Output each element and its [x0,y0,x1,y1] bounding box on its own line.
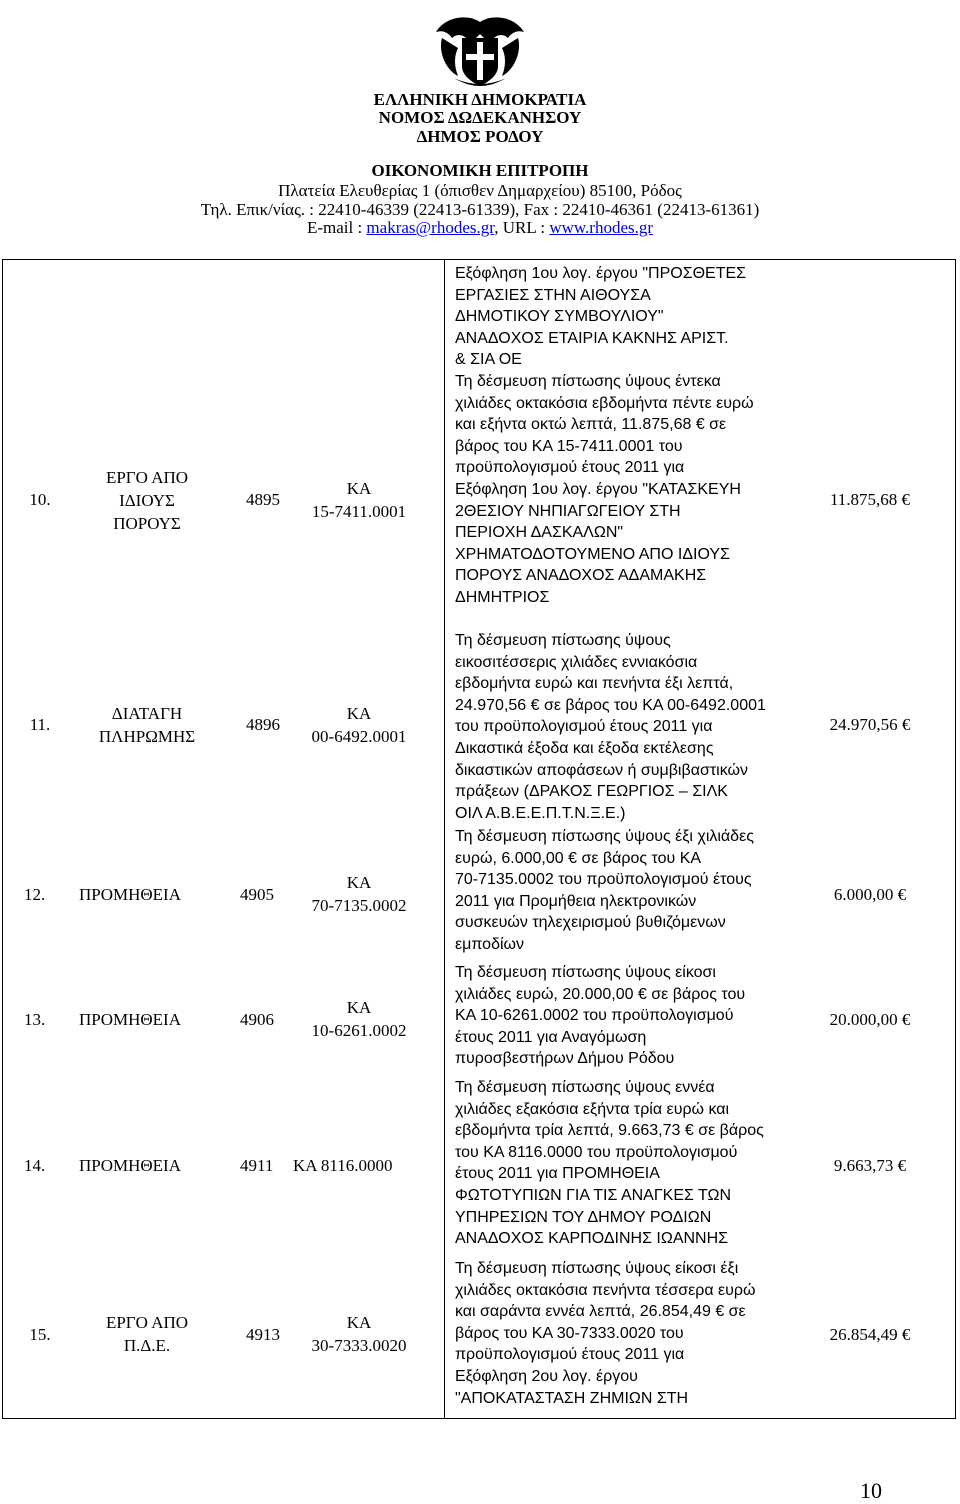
desc-line: ΦΩΤΟΤΥΠΙΩΝ ΓΙΑ ΤΙΣ ΑΝΑΓΚΕΣ ΤΩΝ [455,1186,732,1204]
row-description [455,630,825,824]
row-description [455,263,825,609]
desc-line: πράξεων (ΔΡΑΚΟΣ ΓΕΩΡΓΙΟΣ – ΣΙΛΚ [455,783,728,801]
row-amount: 11.875,68 € [829,490,911,509]
desc-line: Τη δέσμευση πίστωσης ύψους έντεκα [455,372,721,390]
desc-line: συσκευών τηλεχειρισμού βυθιζόμενων [455,914,726,932]
desc-line: Τη δέσμευση πίστωσης ύψους εννέα [455,1079,715,1096]
ka-line: 30-7333.0020 [311,1336,407,1355]
desc-line: Δικαστικά έξοδα και έξοδα εκτέλεσης [455,739,714,757]
row-title: ΠΡΟΜΗΘΕΙΑ [79,1156,181,1175]
row-title: ΠΡΟΜΗΘΕΙΑ [79,885,181,904]
title-line: ΔΙΑΤΑΓΗ [111,704,183,723]
desc-line: ΠΟΡΟΥΣ ΑΝΑΔΟΧΟΣ ΑΔΑΜΑΚΗΣ [455,567,707,585]
ka-line: ΚΑ [346,704,372,723]
desc-line: και εξήντα οκτώ λεπτά, 11.875,68 € σε [455,416,727,434]
desc-line: βάρος του ΚΑ 15-7411.0001 του [455,437,683,455]
desc-line: προϋπολογισμού έτους 2011 για [455,459,685,477]
desc-line: πυροσβεστήρων Δήμου Ρόδου [455,1050,675,1068]
row-number: 11. [29,715,51,734]
desc-line: εβδομήντα τρία λεπτά, 9.663,73 € σε βάρος [455,1122,764,1140]
desc-line: Τη δέσμευση πίστωσης ύψους είκοσι [455,964,716,981]
desc-line: ΔΗΜΗΤΡΙΟΣ [455,588,550,606]
header-prefecture: ΝΟΜΟΣ ΔΩΔΕΚΑΝΗΣΟΥ [378,108,582,127]
row-number: 10. [29,490,51,509]
desc-line: 2011 για Προμήθεια ηλεκτρονικών [455,892,697,910]
row-amount: 6.000,00 € [833,885,907,904]
row-budget-code [296,1311,422,1357]
title-line: ΠΛΗΡΩΜΗΣ [98,727,196,746]
row-code: 4906 [240,1010,274,1029]
desc-line: εβδομήντα ευρώ και πενήντα έξι λεπτά, [455,675,734,693]
ka-line: 70-7135.0002 [311,896,407,915]
row-budget-code [296,702,422,748]
desc-line: Εξόφληση 2ου λογ. έργου [455,1367,638,1385]
header-contact [0,218,960,237]
row-description [455,962,825,1070]
header-address: Πλατεία Ελευθερίας 1 (όπισθεν Δημαρχείου) 85100, Ρόδος [278,181,682,200]
ka-line: ΚΑ [346,998,372,1017]
desc-line: χιλιάδες οκτακόσια πενήντα τέσσερα ευρώ [455,1281,756,1299]
title-line: ΠΟΡΟΥΣ [113,514,181,533]
title-line: ΙΔΙΟΥΣ [119,491,175,510]
desc-line: και σαράντα εννέα λεπτά, 26.854,49 € σε [455,1303,746,1321]
desc-line: έτους 2011 για ΠΡΟΜΗΘΕΙΑ [455,1165,660,1183]
row-budget-code: ΚΑ 8116.0000 [293,1156,393,1175]
desc-line: Εξόφληση 1ου λογ. έργου "ΚΑΤΑΣΚΕΥΗ [455,480,741,498]
desc-line: του ΚΑ 8116.0000 του προϋπολογισμού [455,1143,738,1161]
row-description [455,1258,825,1409]
desc-line: εμποδίων [455,935,525,953]
desc-line: ΕΡΓΑΣΙΕΣ ΣΤΗΝ ΑΙΘΟΥΣΑ [455,286,651,304]
row-budget-code [296,871,422,917]
row-budget-code [296,996,422,1042]
row-description [455,826,825,956]
desc-line: ΑΝΑΔΟΧΟΣ ΕΤΑΙΡΙΑ ΚΑΚΝΗΣ ΑΡΙΣΤ. [455,329,729,347]
title-line: Π.Δ.Ε. [123,1336,171,1355]
desc-line: Τη δέσμευση πίστωσης ύψους είκοσι έξι [455,1260,739,1277]
table-column-divider [444,259,445,1419]
row-budget-code [296,477,422,523]
desc-line: ΔΗΜΟΤΙΚΟΥ ΣΥΜΒΟΥΛΙΟΥ" [455,308,664,326]
url-label: , URL : [494,218,550,237]
row-number: 14. [24,1156,46,1175]
desc-line: "ΑΠΟΚΑΤΑΣΤΑΣΗ ΖΗΜΙΩΝ ΣΤΗ [455,1389,689,1407]
row-title [72,702,222,748]
row-code: 4905 [240,885,274,904]
desc-line: ΚΑ 10-6261.0002 του προϋπολογισμού [455,1007,734,1025]
row-title: ΠΡΟΜΗΘΕΙΑ [79,1010,181,1029]
ka-line: 10-6261.0002 [311,1021,407,1040]
desc-line: προϋπολογισμού έτους 2011 για [455,1346,685,1364]
row-amount: 20.000,00 € [829,1010,911,1029]
row-code: 4896 [246,715,280,734]
desc-line: δικαστικών αποφάσεων ή συμβιβαστικών [455,761,748,779]
ka-line: 15-7411.0001 [311,502,407,521]
header-municipality: ΔΗΜΟΣ ΡΟΔΟΥ [416,127,544,146]
greek-emblem-icon [428,12,532,88]
desc-line: Τη δέσμευση πίστωσης ύψους έξι χιλιάδες [455,828,754,845]
row-title [72,1311,222,1357]
desc-line: χιλιάδες οκτακόσια εβδομήντα πέντε ευρώ [455,394,754,412]
desc-line: 70-7135.0002 του προϋπολογισμού έτους [455,871,752,889]
desc-line: έτους 2011 για Αναγόμωση [455,1028,647,1046]
row-code: 4911 [240,1156,274,1175]
row-number: 13. [24,1010,46,1029]
email-link[interactable]: makras@rhodes.gr [366,218,495,237]
desc-line: ΧΡΗΜΑΤΟΔΟΤΟΥΜΕΝΟ ΑΠΟ ΙΔΙΟΥΣ [455,545,730,563]
header-phone: Τηλ. Επικ/νίας. : 22410-46339 (22413-61339), Fax : 22410-46361 (22413-61361) [200,200,760,219]
title-line: ΕΡΓΟ ΑΠΟ [105,1313,189,1332]
desc-line: ΑΝΑΔΟΧΟΣ ΚΑΡΠΟΔΙΝΗΣ ΙΩΑΝΝΗΣ [455,1230,729,1248]
desc-line: βάρος του ΚΑ 30-7333.0020 του [455,1324,684,1342]
header-committee: ΟΙΚΟΝΟΜΙΚΗ ΕΠΙΤΡΟΠΗ [371,161,589,180]
row-amount: 24.970,56 € [829,715,911,734]
desc-line: 2ΘΕΣΙΟΥ ΝΗΠΙΑΓΩΓΕΙΟΥ ΣΤΗ [455,502,681,520]
ka-line: ΚΑ [346,479,372,498]
row-code: 4895 [246,490,280,509]
row-description [455,1077,825,1250]
row-title [72,466,222,535]
desc-line: του προϋπολογισμού έτους 2011 για [455,718,713,736]
row-amount: 26.854,49 € [829,1325,911,1344]
desc-line: Τη δέσμευση πίστωσης ύψους [455,632,671,649]
header-country: ΕΛΛΗΝΙΚΗ ΔΗΜΟΚΡΑΤΙΑ [373,90,587,109]
row-amount: 9.663,73 € [833,1156,907,1175]
row-code: 4913 [246,1325,280,1344]
desc-line: ΥΠΗΡΕΣΙΩΝ ΤΟΥ ΔΗΜΟΥ ΡΟΔΙΩΝ [455,1208,712,1226]
desc-line: 24.970,56 € σε βάρος του ΚΑ 00-6492.0001 [455,696,766,714]
title-line: ΕΡΓΟ ΑΠΟ [105,468,189,487]
row-number: 15. [29,1325,51,1344]
url-link[interactable]: www.rhodes.gr [549,218,654,237]
desc-line: χιλιάδες εξακόσια εξήντα τρία ευρώ και [455,1100,730,1118]
row-number: 12. [24,885,46,904]
desc-line: ΠΕΡΙΟΧΗ ΔΑΣΚΑΛΩΝ" [455,524,624,542]
desc-line: εικοσιτέσσερις χιλιάδες εννιακόσια [455,653,698,671]
desc-line: & ΣΙΑ ΟΕ [455,351,522,369]
desc-line: ευρώ, 6.000,00 € σε βάρος του ΚΑ [455,849,702,867]
email-label: E-mail : [306,218,367,237]
desc-line: Εξόφληση 1ου λογ. έργου "ΠΡΟΣΘΕΤΕΣ [455,265,747,282]
ka-line: ΚΑ [346,873,372,892]
page-number: 10 [860,1478,882,1503]
desc-line: ΟΙΛ Α.Β.Ε.Ε.Π.Τ.Ν.Ξ.Ε.) [455,804,626,822]
desc-line: χιλιάδες ευρώ, 20.000,00 € σε βάρος του [455,985,746,1003]
ka-line: ΚΑ [346,1313,372,1332]
ka-line: 00-6492.0001 [311,727,407,746]
